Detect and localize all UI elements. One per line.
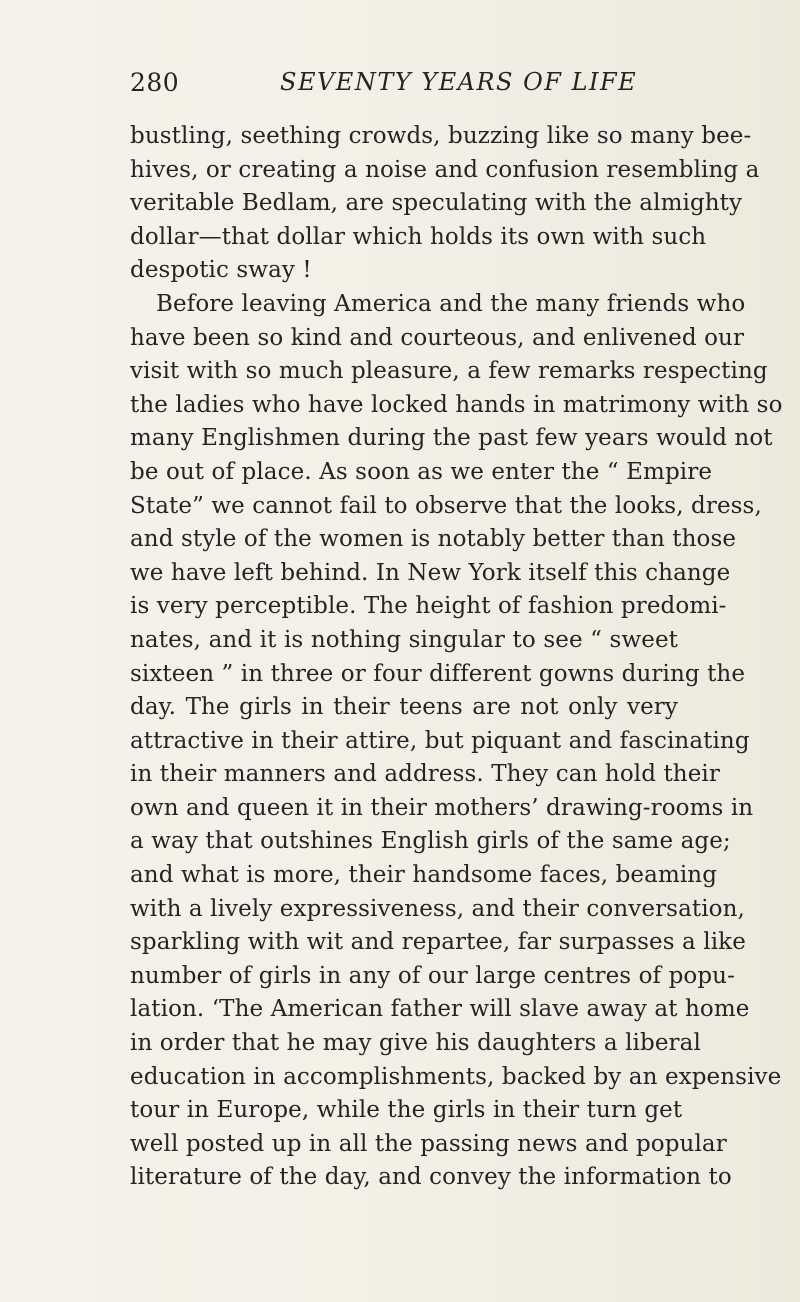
text-line: is very perceptible. The height of fashion predomi- (130, 593, 727, 620)
text-line: in order that he may give his daughters a liberal (130, 1030, 701, 1057)
text-line: Before leaving America and the many friends who (156, 290, 746, 317)
text-line: despotic sway ! (130, 257, 312, 284)
text-line: the ladies who have locked hands in matrimony with so (130, 391, 783, 418)
text-line: literature of the day, and convey the information to (130, 1164, 732, 1191)
text-line: nates, and it is nothing singular to see “ sweet (130, 626, 678, 653)
text-line: attractive in their attire, but piquant and fascinating (130, 727, 750, 754)
text-line: in their manners and address. They can hold their (130, 761, 720, 788)
text-line: a way that outshines English girls of the same age; (130, 828, 731, 855)
text-line: visit with so much pleasure, a few remarks respecting (130, 358, 768, 385)
text-line: with a lively expressiveness, and their conversation, (130, 895, 745, 922)
running-title: SEVENTY YEARS OF LIFE (280, 68, 638, 96)
text-line: dollar—that dollar which holds its own with such (130, 223, 707, 250)
text-line: own and queen it in their mothers’ drawing-rooms in (130, 794, 754, 821)
text-line: well posted up in all the passing news and popular (130, 1130, 727, 1157)
page-number: 280 (130, 68, 180, 97)
text-line: sixteen ” in three or four different gowns during the (130, 660, 746, 687)
text-line: many Englishmen during the past few years would not (130, 425, 773, 452)
text-line: education in accomplishments, backed by an expensive (130, 1063, 782, 1090)
text-line: and style of the women is notably better than those (130, 526, 737, 553)
text-line: State” we cannot fail to observe that the looks, dress, (130, 492, 762, 519)
text-line: be out of place. As soon as we enter the “ Empire (130, 458, 713, 485)
text-line: hives, or creating a noise and confusion resembling a (130, 156, 760, 183)
text-line: have been so kind and courteous, and enlivened our (130, 324, 745, 351)
page-header (130, 68, 670, 102)
text-line: and what is more, their handsome faces, beaming (130, 862, 718, 889)
text-line: number of girls in any of our large centres of popu- (130, 962, 735, 989)
text-line: veritable Bedlam, are speculating with the almighty (130, 190, 743, 217)
text-line: lation. ‘The American father will slave away at home (130, 996, 750, 1023)
text-line: tour in Europe, while the girls in their turn get (130, 1097, 683, 1124)
body-text (130, 120, 783, 1195)
text-line: day. The girls in their teens are not only very (130, 694, 678, 721)
text-line: we have left behind. In New York itself this change (130, 559, 731, 586)
text-line: bustling, seething crowds, buzzing like so many bee- (130, 123, 752, 149)
text-line: sparkling with wit and repartee, far surpasses a like (130, 929, 746, 956)
